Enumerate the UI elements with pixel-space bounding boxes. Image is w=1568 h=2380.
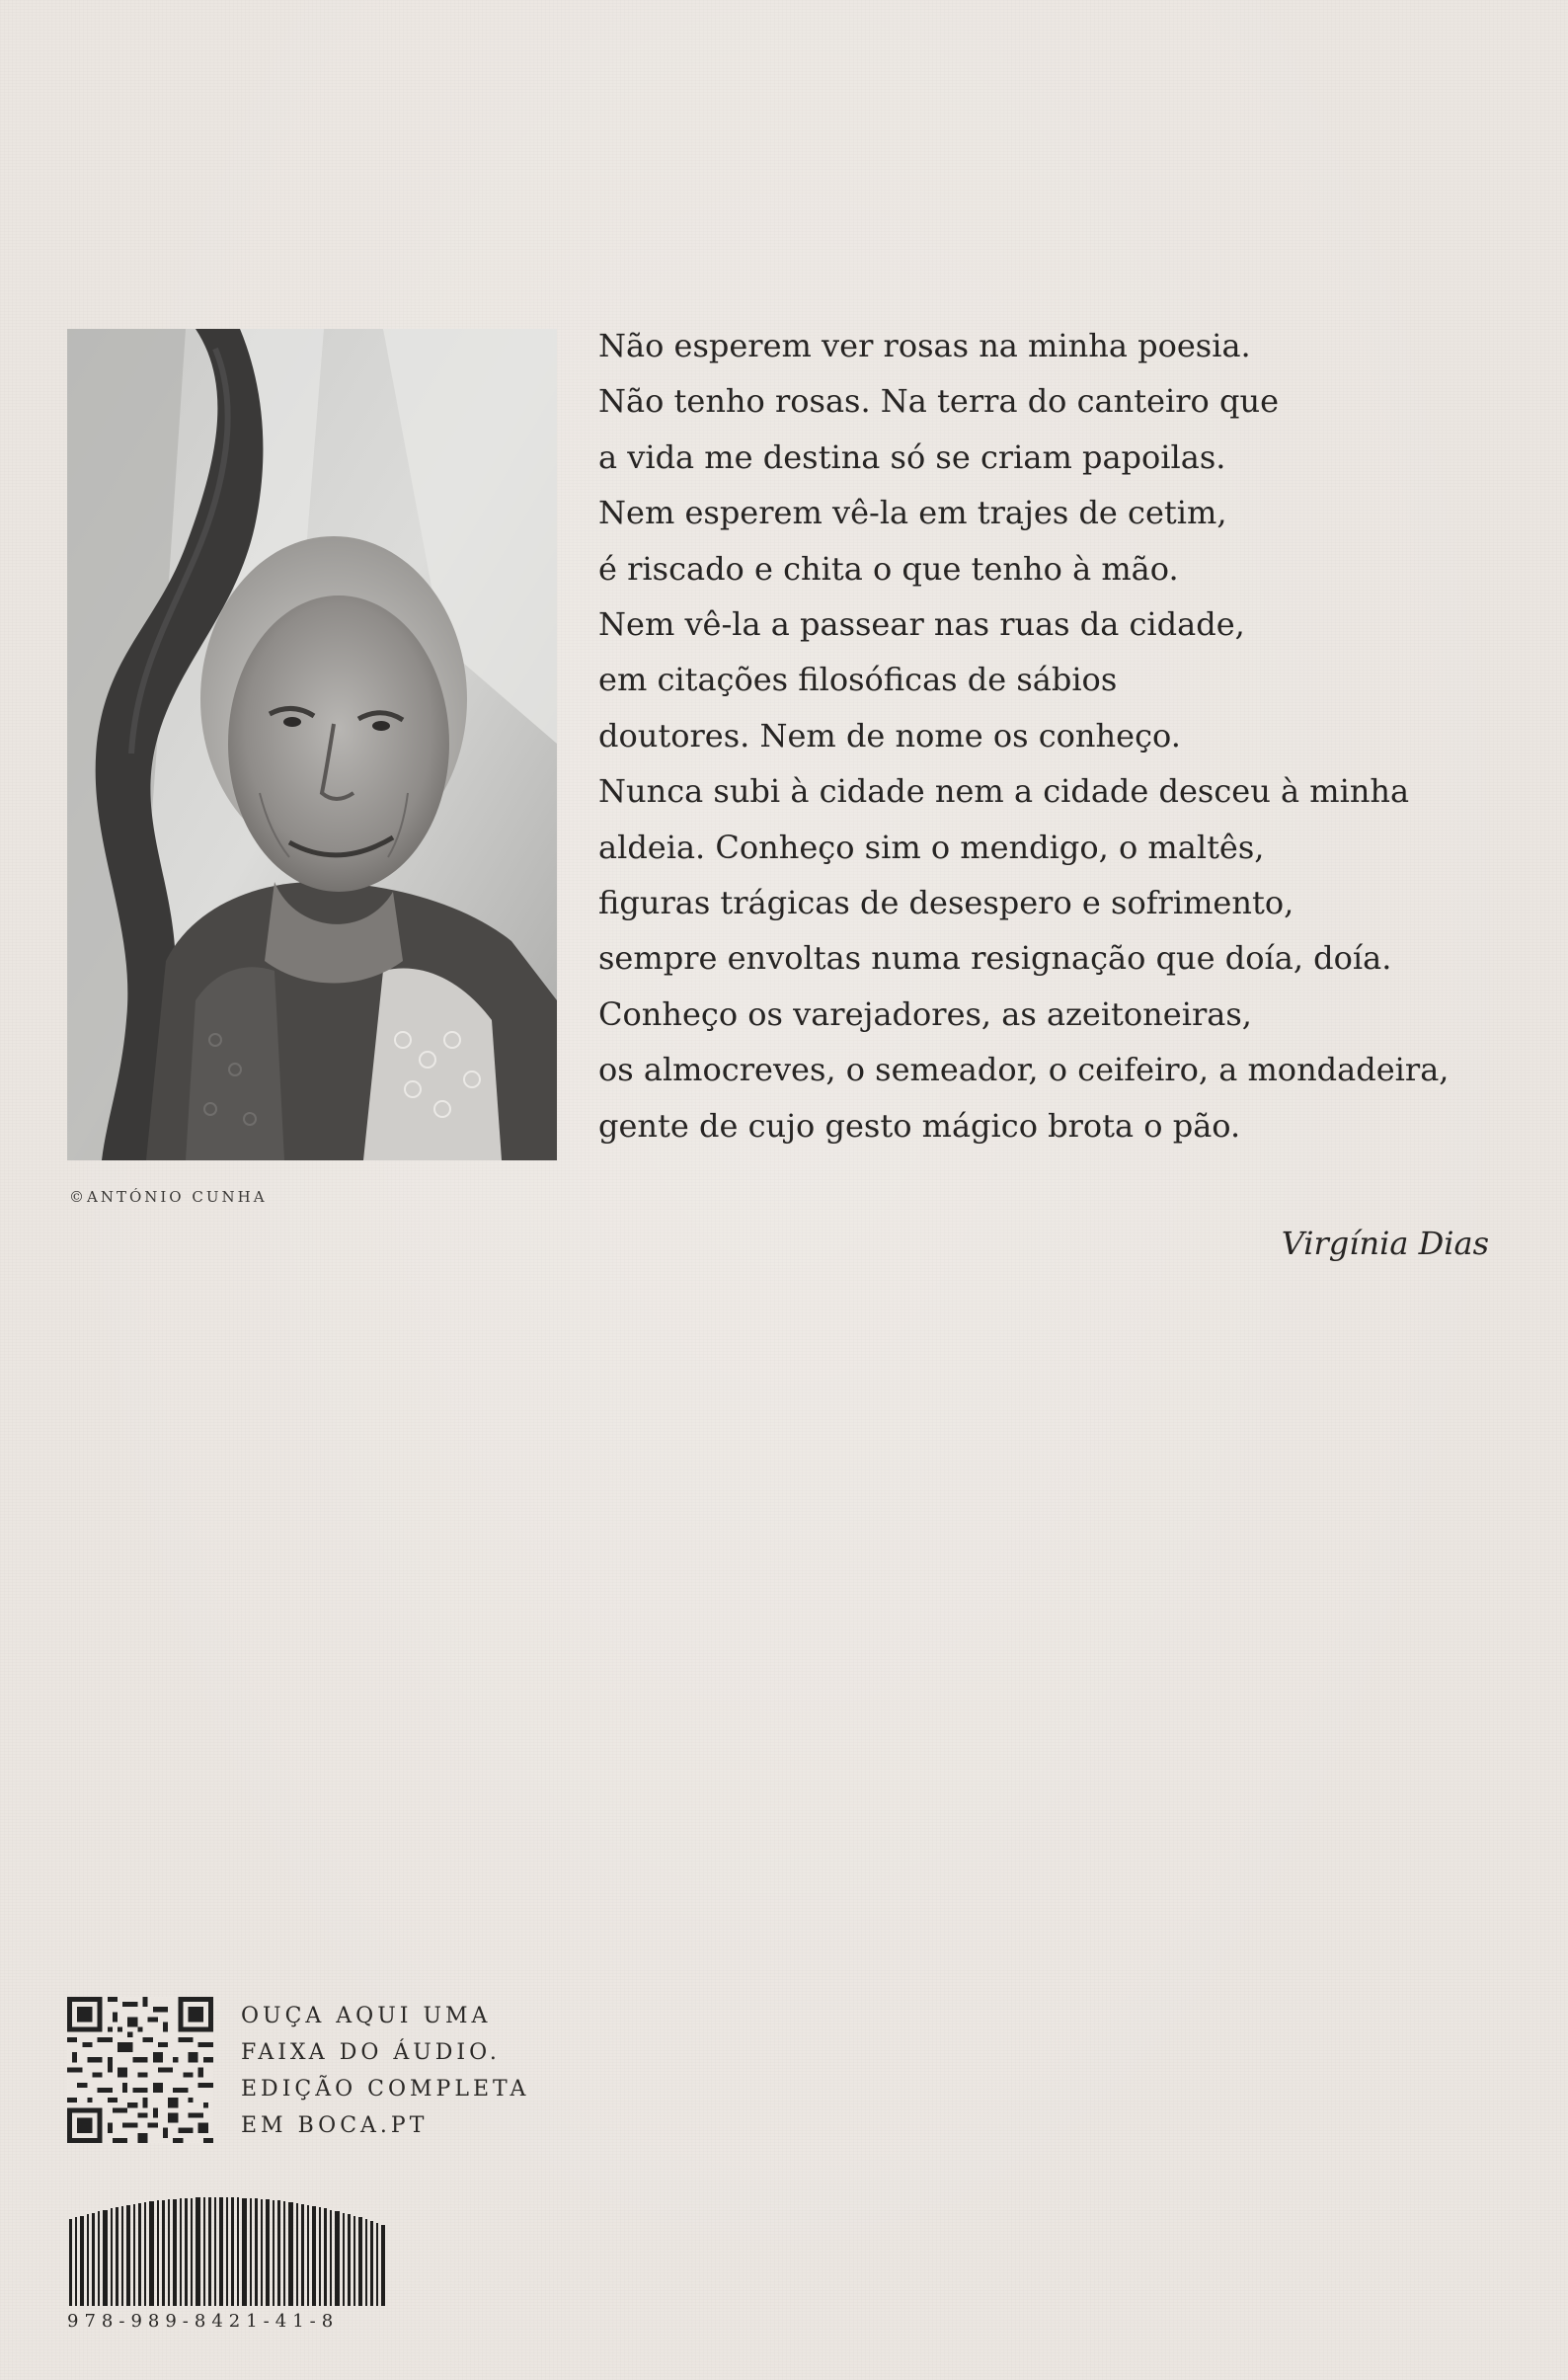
poem-line: Nem esperem vê-la em trajes de cetim, <box>598 494 1227 532</box>
poem-line: Nem vê-la a passear nas ruas da cidade, <box>598 605 1245 644</box>
poem-line: doutores. Nem de nome os conheço. <box>598 716 1181 754</box>
qr-code-graphic <box>67 1997 213 2143</box>
portrait-image <box>67 329 557 1160</box>
isbn-number: 978-989-8421-41-8 <box>67 2311 340 2332</box>
audio-note-line: FAIXA DO ÁUDIO. <box>241 2040 501 2065</box>
poem-line: sempre envoltas numa resignação que doía, doía. <box>598 939 1392 978</box>
poem-author: Virgínia Dias <box>1281 1225 1489 1262</box>
author-portrait-photo <box>67 329 557 1160</box>
poem-line: Não tenho rosas. Na terra do canteiro que <box>598 382 1280 421</box>
audio-note-line: OUÇA AQUI UMA <box>241 2004 492 2028</box>
poem-line: gente de cujo gesto mágico brota o pão. <box>598 1106 1241 1145</box>
barcode-icon <box>67 2197 397 2306</box>
poem-line: os almocreves, o semeador, o ceifeiro, a mondadeira, <box>598 1051 1450 1089</box>
poem-line: aldeia. Conheço sim o mendigo, o maltês, <box>598 828 1265 866</box>
poem-text <box>598 318 1536 1153</box>
poem-line: em citações filosóficas de sábios <box>598 661 1118 699</box>
poem-line: é riscado e chita o que tenho à mão. <box>598 549 1179 588</box>
qr-code-icon[interactable] <box>67 1997 213 2143</box>
audio-note-line: EM BOCA.PT <box>241 2113 429 2138</box>
poem-line: Nunca subi à cidade nem a cidade desceu à minha <box>598 772 1410 811</box>
poem-line: a vida me destina só se criam papoilas. <box>598 437 1226 476</box>
barcode-graphic <box>67 2197 397 2306</box>
poem-line: Não esperem ver rosas na minha poesia. <box>598 327 1251 364</box>
audio-note <box>241 1998 529 2144</box>
poem-line: Conheço os varejadores, as azeitoneiras, <box>598 994 1252 1033</box>
audio-note-line: EDIÇÃO COMPLETA <box>241 2077 530 2102</box>
poem-line: figuras trágicas de desespero e sofrimento, <box>598 884 1294 922</box>
photo-credit: ©ANTÓNIO CUNHA <box>69 1188 268 1206</box>
